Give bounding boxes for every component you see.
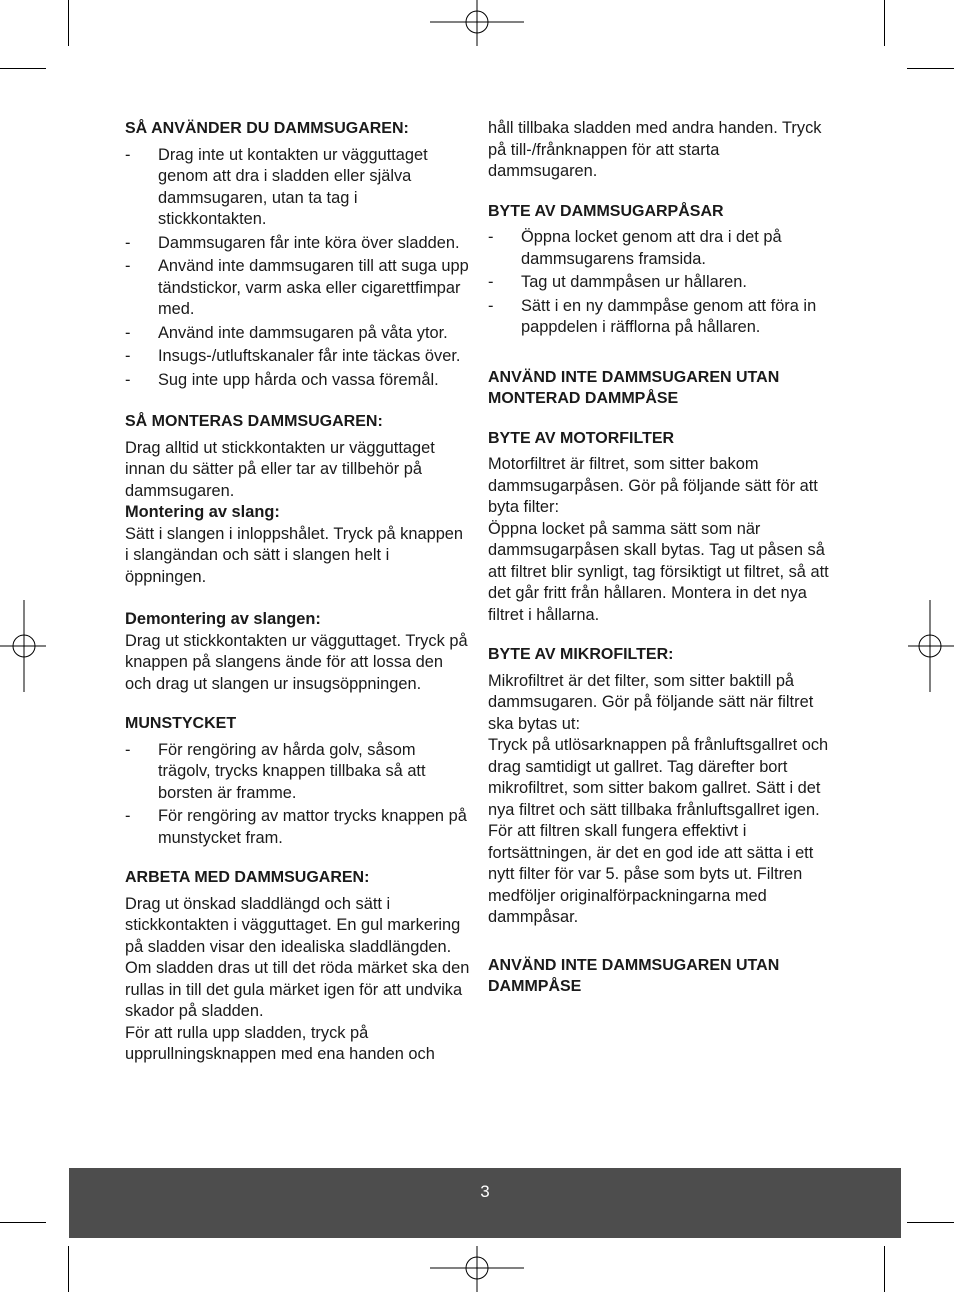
- micro-filter-text-3: För att filtren skall fungera effektivt i fortsättningen, är det en god ide att sätta i ett nytt filter för var 5. påse som byts ut. Filtren medföljer originalförpackningarna med dammpåsar.: [488, 822, 814, 926]
- warning-no-bag-mounted: [488, 367, 830, 410]
- list-item: - Öppna locket genom att dra i det på dammsugarens framsida.: [488, 228, 782, 268]
- list-item: - Dammsugaren får inte köra över sladden.: [125, 233, 460, 252]
- demount-hose-title: Demontering av slangen:: [125, 610, 321, 628]
- page-number: 3: [480, 1182, 490, 1201]
- working-section: [125, 867, 470, 1066]
- bag-change-list: [488, 227, 830, 339]
- crop-mark: [68, 1246, 69, 1292]
- list-item: - Använd inte dammsugaren på våta ytor.: [125, 323, 448, 342]
- crop-mark: [68, 0, 69, 46]
- nozzle-section: [125, 713, 470, 849]
- micro-filter-text-2: Tryck på utlösarknappen på frånluftsgallret och drag samtidigt ut gallret. Tag därefter bort mikrofiltret, som sitter bakom gallret. Sätt i det nya filtret och sätt tillbaka frånluftsgallret igen.: [488, 736, 829, 819]
- crop-mark: [0, 68, 46, 69]
- footer-bar: [69, 1168, 901, 1238]
- working-text-1: Drag ut önskad sladdlängd och sätt i stickkontakten i vägguttaget. En gul markering på sladden visar den idealiska sladdlängden. Om sladden dras ut till det röda märket ska den rullas in till det gula märket igen för att undvika skador på sladden.: [125, 894, 470, 1020]
- registration-mark-top: [430, 0, 524, 46]
- usage-heading: SÅ ANVÄNDER DU DAMMSUGAREN:: [125, 120, 409, 137]
- usage-list: [125, 145, 470, 392]
- micro-filter-section: [488, 644, 830, 929]
- motor-filter-heading: BYTE AV MOTORFILTER: [488, 429, 675, 447]
- crop-mark: [884, 0, 885, 46]
- micro-filter-heading: BYTE AV MIKROFILTER:: [488, 646, 674, 663]
- assembly-intro: Drag alltid ut stickkontakten ur vägguttaget innan du sätter på eller tar av tillbehör på dammsugaren.: [125, 438, 435, 500]
- nozzle-heading: MUNSTYCKET: [125, 715, 237, 732]
- crop-mark: [884, 1246, 885, 1292]
- list-item: - Använd inte dammsugaren till att suga upp tändstickor, varm aska eller cigarettfimpar med.: [125, 257, 469, 318]
- registration-mark-right: [908, 600, 954, 692]
- warning-heading-2: ANVÄND INTE DAMMSUGAREN UTAN DAMMPÅSE: [488, 956, 780, 995]
- crop-mark: [907, 68, 954, 69]
- assembly-section: [125, 411, 470, 695]
- bag-change-section: [488, 201, 830, 339]
- continuation-text: håll tillbaka sladden med andra handen. Tryck på till-/frånknappen för att starta dammsugaren.: [488, 119, 822, 180]
- warning-no-bag: [488, 955, 830, 998]
- registration-mark-bottom: [430, 1246, 524, 1292]
- crop-mark: [0, 1222, 46, 1223]
- bag-change-heading: BYTE AV DAMMSUGARPÅSAR: [488, 202, 724, 220]
- working-heading: ARBETA MED DAMMSUGAREN:: [125, 869, 370, 886]
- nozzle-list: [125, 740, 470, 850]
- list-item: - Drag inte ut kontakten ur vägguttaget genom att dra i sladden eller själva dammsugaren, utan ta tag i stickkontakten.: [125, 145, 428, 228]
- micro-filter-text-1: Mikrofiltret är det filter, som sitter baktill på dammsugaren. Gör på följande sätt när filtret ska bytas ut:: [488, 671, 814, 733]
- working-text-2: För att rulla upp sladden, tryck på upprullningsknappen med ena handen och: [125, 1023, 435, 1063]
- continuation-section: [488, 118, 830, 183]
- list-item: - Sätt i en ny dammpåse genom att föra in pappdelen i räfflorna på hållaren.: [488, 296, 817, 336]
- motor-filter-text-1: Motorfiltret är filtret, som sitter bakom dammsugarpåsen. Gör på följande sätt för att byta filter:: [488, 455, 818, 516]
- right-column: [488, 118, 830, 1012]
- assembly-heading: SÅ MONTERAS DAMMSUGAREN:: [125, 413, 383, 430]
- list-item: - Insugs-/utluftskanaler får inte täckas över.: [125, 347, 461, 365]
- motor-filter-text-2: Öppna locket på samma sätt som när dammsugarpåsen skall bytas. Tag ut påsen så att filtret blir synligt, tag försiktigt ut filtret, så att det går fritt från hållaren. Montera in det nya filtret i hållarna.: [488, 519, 829, 624]
- left-column: [125, 118, 470, 1080]
- demount-hose-text: Drag ut stickkontakten ur vägguttaget. Tryck på knappen på slangens ände för att lossa den och drag ut slangen ur insugsöppningen.: [125, 631, 468, 693]
- warning-heading-1: ANVÄND INTE DAMMSUGAREN UTAN MONTERAD DAMMPÅSE: [488, 368, 780, 407]
- list-item: - Sug inte upp hårda och vassa föremål.: [125, 370, 439, 389]
- mount-hose-title: Montering av slang:: [125, 503, 280, 521]
- list-item: - För rengöring av hårda golv, såsom trägolv, trycks knappen tillbaka så att borsten är framme.: [125, 740, 426, 802]
- motor-filter-section: [488, 428, 830, 627]
- mount-hose-text: Sätt i slangen i inloppshålet. Tryck på knappen i slangändan och sätt i slangen helt i öppningen.: [125, 524, 464, 586]
- usage-section: [125, 118, 470, 391]
- registration-mark-left: [0, 600, 46, 692]
- list-item: - Tag ut dammpåsen ur hållaren.: [488, 273, 747, 291]
- crop-mark: [907, 1222, 954, 1223]
- list-item: - För rengöring av mattor trycks knappen på munstycket fram.: [125, 807, 467, 847]
